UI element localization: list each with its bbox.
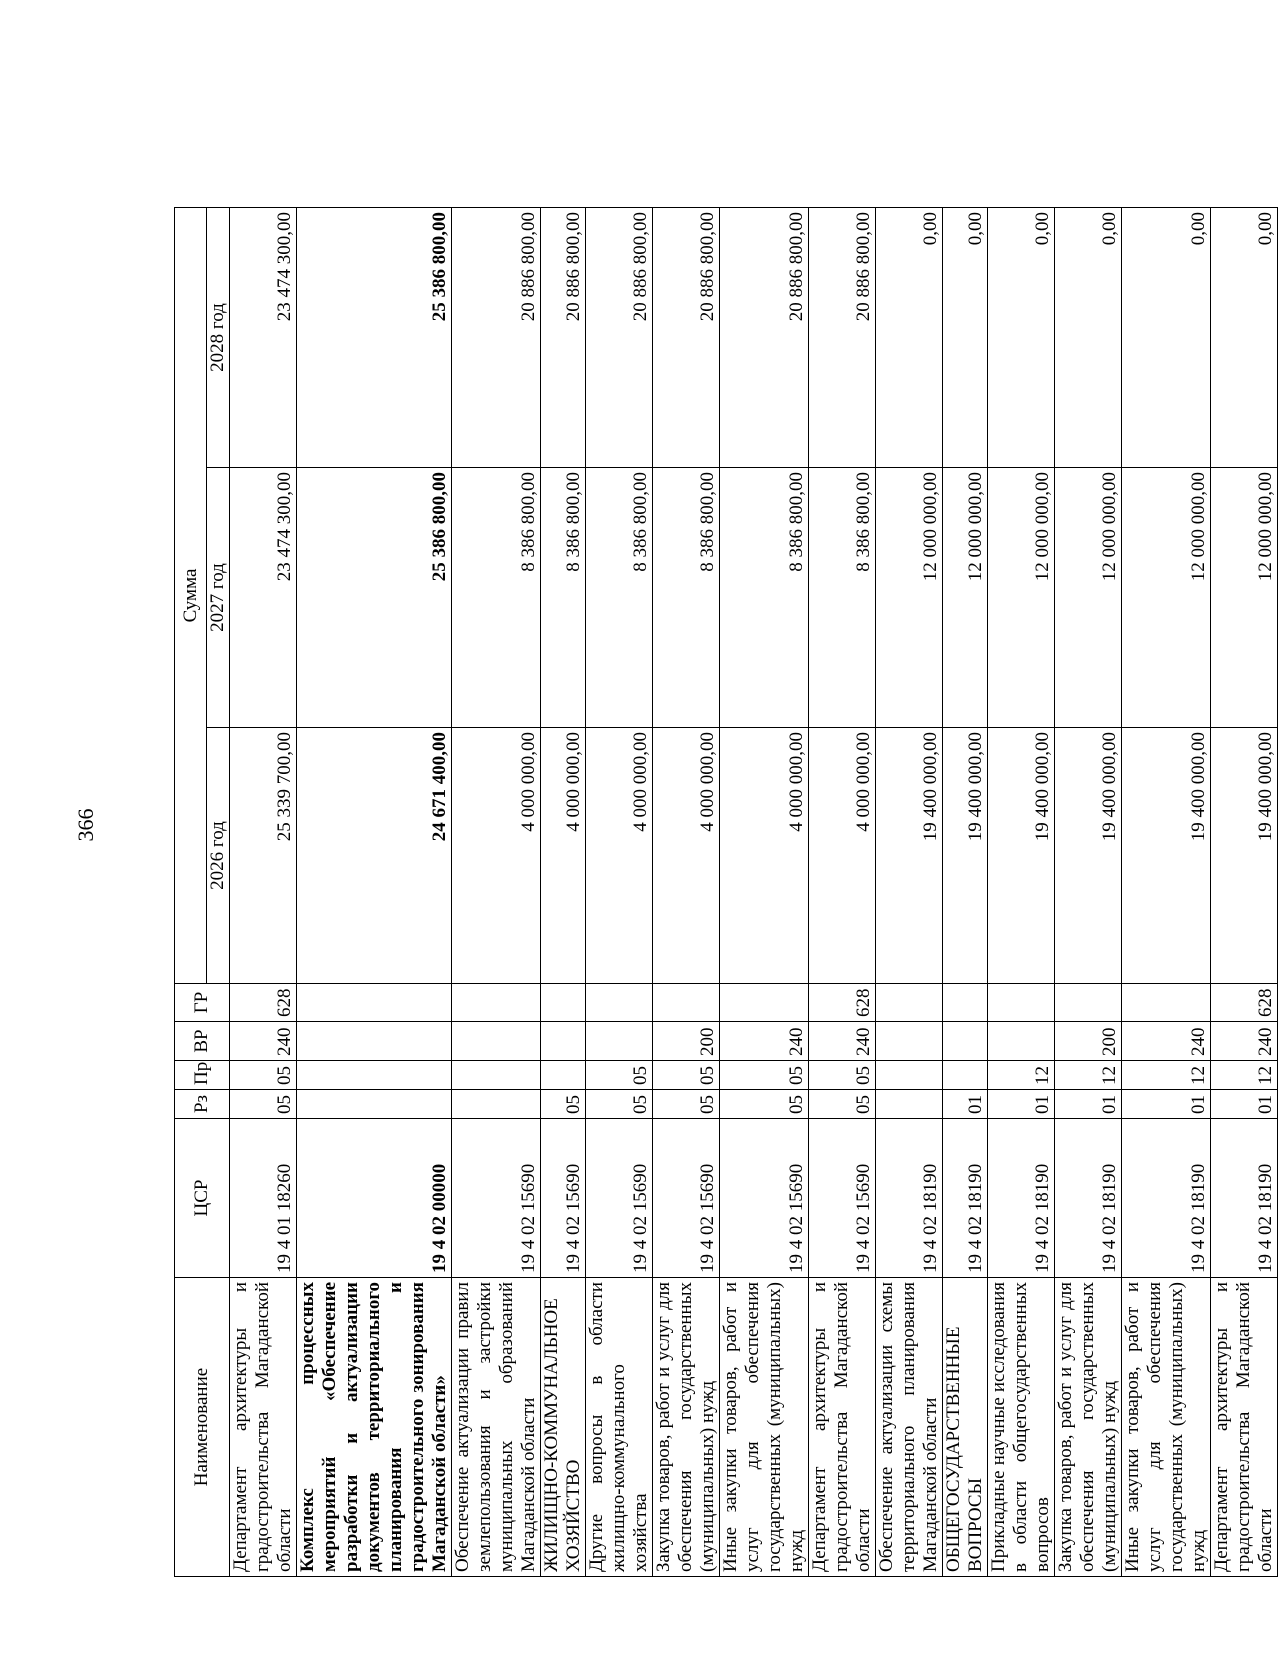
cell-name: Другие вопросы в области жилищно-коммунального хозяйства	[586, 1278, 653, 1577]
cell-rz: 01	[1211, 1090, 1278, 1119]
cell-csr: 19 4 02 18190	[943, 1119, 988, 1278]
cell-pr: 05	[586, 1061, 653, 1090]
cell-pr	[876, 1061, 943, 1090]
cell-y2027: 25 386 800,00	[297, 468, 452, 728]
cell-y2026: 24 671 400,00	[297, 728, 452, 984]
cell-y2028: 0,00	[1211, 208, 1278, 468]
cell-y2026: 19 400 000,00	[1122, 728, 1211, 984]
cell-pr: 05	[653, 1061, 720, 1090]
cell-rz: 05	[230, 1090, 297, 1119]
cell-csr: 19 4 02 18190	[1211, 1119, 1278, 1278]
table-row	[586, 208, 653, 1577]
rotated-page-content	[174, 208, 1276, 1577]
cell-gr	[720, 984, 809, 1022]
cell-y2028: 20 886 800,00	[809, 208, 876, 468]
cell-y2026: 4 000 000,00	[653, 728, 720, 984]
header-2026: 2026 год	[207, 728, 230, 984]
cell-vr: 240	[1122, 1022, 1211, 1061]
cell-pr	[452, 1061, 541, 1090]
cell-gr	[943, 984, 988, 1022]
table-row	[1055, 208, 1122, 1577]
header-2028: 2028 год	[207, 208, 230, 468]
table-row	[1122, 208, 1211, 1577]
table-row	[988, 208, 1055, 1577]
cell-y2027: 8 386 800,00	[452, 468, 541, 728]
cell-name: ЖИЛИЩНО-КОММУНАЛЬНОЕ ХОЗЯЙСТВО	[541, 1278, 586, 1577]
cell-gr: 628	[230, 984, 297, 1022]
cell-y2028: 0,00	[988, 208, 1055, 468]
cell-y2026: 19 400 000,00	[988, 728, 1055, 984]
cell-pr	[943, 1061, 988, 1090]
budget-table	[174, 207, 1278, 1577]
cell-rz: 05	[720, 1090, 809, 1119]
cell-name: Департамент архитектуры и градостроительства Магаданской области	[809, 1278, 876, 1577]
header-vr: ВР	[175, 1022, 230, 1061]
table-row	[943, 208, 988, 1577]
table-row	[720, 208, 809, 1577]
cell-y2028: 23 474 300,00	[230, 208, 297, 468]
cell-pr	[297, 1061, 452, 1090]
cell-pr: 12	[988, 1061, 1055, 1090]
cell-rz: 05	[653, 1090, 720, 1119]
cell-y2027: 12 000 000,00	[1122, 468, 1211, 728]
cell-pr: 12	[1055, 1061, 1122, 1090]
cell-name: Департамент архитектуры и градостроительства Магаданской области	[230, 1278, 297, 1577]
cell-pr: 05	[809, 1061, 876, 1090]
cell-y2027: 23 474 300,00	[230, 468, 297, 728]
cell-rz: 05	[809, 1090, 876, 1119]
cell-y2026: 19 400 000,00	[1211, 728, 1278, 984]
header-name: Наименование	[175, 1278, 230, 1577]
cell-y2027: 8 386 800,00	[653, 468, 720, 728]
cell-y2028: 20 886 800,00	[541, 208, 586, 468]
cell-y2027: 12 000 000,00	[1055, 468, 1122, 728]
cell-name: Обеспечение актуализации схемы территориального планирования Магаданской области	[876, 1278, 943, 1577]
cell-y2026: 25 339 700,00	[230, 728, 297, 984]
cell-y2027: 8 386 800,00	[541, 468, 586, 728]
cell-y2026: 19 400 000,00	[943, 728, 988, 984]
cell-vr: 200	[1055, 1022, 1122, 1061]
cell-vr: 240	[230, 1022, 297, 1061]
cell-name: Иные закупки товаров, работ и услуг для обеспечения государственных (муниципальных) нужд	[720, 1278, 809, 1577]
cell-csr: 19 4 02 00000	[297, 1119, 452, 1278]
cell-vr	[586, 1022, 653, 1061]
cell-gr	[297, 984, 452, 1022]
header-csr: ЦСР	[175, 1119, 230, 1278]
page-number: 366	[73, 808, 98, 842]
cell-csr: 19 4 02 15690	[541, 1119, 586, 1278]
cell-vr	[297, 1022, 452, 1061]
cell-rz: 01	[943, 1090, 988, 1119]
header-2027: 2027 год	[207, 468, 230, 728]
cell-gr	[653, 984, 720, 1022]
cell-pr: 12	[1211, 1061, 1278, 1090]
table-body	[230, 208, 1278, 1577]
cell-rz	[876, 1090, 943, 1119]
cell-vr	[541, 1022, 586, 1061]
header-rz: Рз	[175, 1090, 230, 1119]
cell-csr: 19 4 02 18190	[876, 1119, 943, 1278]
cell-name: Прикладные научные исследования в области общегосударственных вопросов	[988, 1278, 1055, 1577]
cell-vr	[876, 1022, 943, 1061]
cell-name: Иные закупки товаров, работ и услуг для обеспечения государственных (муниципальных) нужд	[1122, 1278, 1211, 1577]
cell-gr	[988, 984, 1055, 1022]
cell-vr	[943, 1022, 988, 1061]
cell-vr	[452, 1022, 541, 1061]
cell-rz	[297, 1090, 452, 1119]
header-row-top	[175, 208, 207, 1577]
cell-csr: 19 4 02 15690	[452, 1119, 541, 1278]
cell-csr: 19 4 02 15690	[720, 1119, 809, 1278]
cell-csr: 19 4 01 18260	[230, 1119, 297, 1278]
table-row	[653, 208, 720, 1577]
table-row	[809, 208, 876, 1577]
cell-name: Департамент архитектуры и градостроительства Магаданской области	[1211, 1278, 1278, 1577]
cell-y2028: 20 886 800,00	[653, 208, 720, 468]
table-row	[541, 208, 586, 1577]
cell-y2026: 4 000 000,00	[541, 728, 586, 984]
cell-y2028: 0,00	[943, 208, 988, 468]
cell-rz: 05	[541, 1090, 586, 1119]
cell-y2026: 4 000 000,00	[586, 728, 653, 984]
cell-vr: 240	[1211, 1022, 1278, 1061]
cell-pr: 05	[230, 1061, 297, 1090]
cell-name: Обеспечение актуализации правил землепользования и застройки муниципальных образований Магаданской области	[452, 1278, 541, 1577]
cell-vr	[988, 1022, 1055, 1061]
cell-y2027: 8 386 800,00	[586, 468, 653, 728]
cell-vr: 200	[653, 1022, 720, 1061]
cell-csr: 19 4 02 18190	[1122, 1119, 1211, 1278]
cell-gr	[1055, 984, 1122, 1022]
cell-gr	[452, 984, 541, 1022]
cell-gr	[586, 984, 653, 1022]
cell-name: Закупка товаров, работ и услуг для обеспечения государственных (муниципальных) нужд	[1055, 1278, 1122, 1577]
cell-pr	[541, 1061, 586, 1090]
cell-csr: 19 4 02 18190	[1055, 1119, 1122, 1278]
cell-y2027: 12 000 000,00	[988, 468, 1055, 728]
cell-gr: 628	[1211, 984, 1278, 1022]
cell-y2028: 25 386 800,00	[297, 208, 452, 468]
cell-y2027: 8 386 800,00	[809, 468, 876, 728]
cell-y2028: 20 886 800,00	[586, 208, 653, 468]
cell-csr: 19 4 02 15690	[653, 1119, 720, 1278]
cell-gr	[541, 984, 586, 1022]
cell-y2026: 19 400 000,00	[876, 728, 943, 984]
table-row	[230, 208, 297, 1577]
cell-gr	[876, 984, 943, 1022]
cell-csr: 19 4 02 18190	[988, 1119, 1055, 1278]
cell-rz: 01	[1055, 1090, 1122, 1119]
cell-name: ОБЩЕГОСУДАРСТВЕННЫЕ ВОПРОСЫ	[943, 1278, 988, 1577]
cell-name: Закупка товаров, работ и услуг для обеспечения государственных (муниципальных) нужд	[653, 1278, 720, 1577]
cell-y2027: 12 000 000,00	[943, 468, 988, 728]
cell-y2027: 12 000 000,00	[876, 468, 943, 728]
cell-y2027: 8 386 800,00	[720, 468, 809, 728]
cell-y2028: 0,00	[876, 208, 943, 468]
cell-vr: 240	[720, 1022, 809, 1061]
cell-y2026: 4 000 000,00	[809, 728, 876, 984]
header-pr: Пр	[175, 1061, 230, 1090]
table-row	[297, 208, 452, 1577]
cell-rz: 01	[988, 1090, 1055, 1119]
table-row	[876, 208, 943, 1577]
cell-rz: 05	[586, 1090, 653, 1119]
cell-csr: 19 4 02 15690	[809, 1119, 876, 1278]
cell-pr: 05	[720, 1061, 809, 1090]
cell-y2026: 4 000 000,00	[452, 728, 541, 984]
table-row	[1211, 208, 1278, 1577]
cell-rz	[452, 1090, 541, 1119]
header-gr: ГР	[175, 984, 230, 1022]
cell-gr	[1122, 984, 1211, 1022]
cell-csr: 19 4 02 15690	[586, 1119, 653, 1278]
cell-pr: 12	[1122, 1061, 1211, 1090]
cell-y2028: 0,00	[1055, 208, 1122, 468]
cell-y2026: 4 000 000,00	[720, 728, 809, 984]
header-sum: Сумма	[175, 208, 207, 984]
cell-rz: 01	[1122, 1090, 1211, 1119]
cell-y2028: 0,00	[1122, 208, 1211, 468]
cell-y2026: 19 400 000,00	[1055, 728, 1122, 984]
cell-y2027: 12 000 000,00	[1211, 468, 1278, 728]
cell-name: Комплекс процессных мероприятий «Обеспечение разработки и актуализации документов территориального планирования и градостроительного зонирования Магаданской области»	[297, 1278, 452, 1577]
table-row	[452, 208, 541, 1577]
cell-y2028: 20 886 800,00	[720, 208, 809, 468]
cell-vr: 240	[809, 1022, 876, 1061]
cell-gr: 628	[809, 984, 876, 1022]
cell-y2028: 20 886 800,00	[452, 208, 541, 468]
